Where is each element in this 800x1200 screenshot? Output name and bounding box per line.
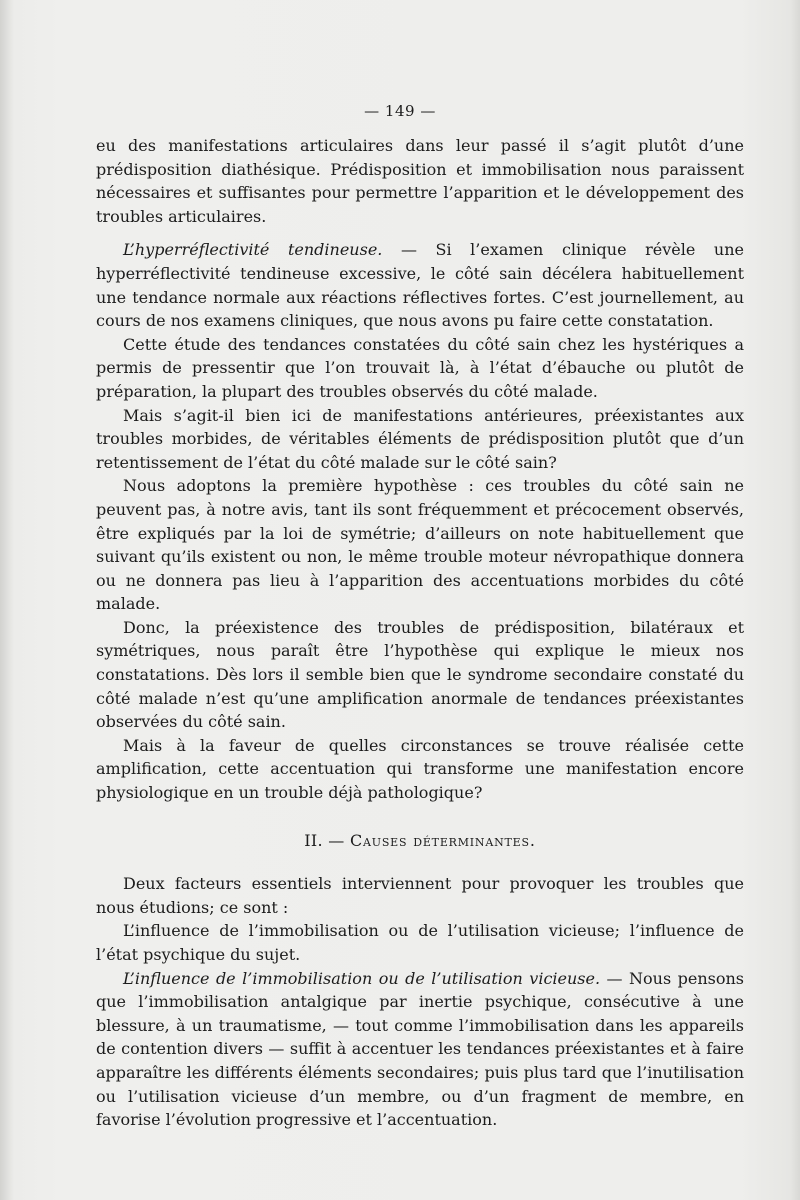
paragraph-7: Mais à la faveur de quelles circonstances se trouve réalisée cette amplification, cette accentuation qui transforme une manifestation encore physiologique en un trouble déjà pathologique? [96, 735, 744, 803]
section-title: Causes déterminantes. [349, 830, 536, 850]
paragraph-6: Donc, la préexistence des troubles de prédisposition, bilatéraux et symétriques, nous paraît être l’hypothèse qui explique le mieux nos constatations. Dès lors il semble bien que le syndrome secondaire constaté du côté malade n’est qu’une amplification anormale de tendances préexistantes observées du côté sain. [96, 617, 744, 732]
paragraph-5: Nous adoptons la première hypothèse : ces troubles du côté sain ne peuvent pas, à notre avis, tant ils sont fréquemment et précocement observés, être expliqués par la loi de symétrie; d’ailleurs on note habituellement que suivant qu’ils existent ou non, le même trouble moteur névropathique donnera ou ne donnera pas lieu à l’apparition des accentuations morbides du côté malade. [96, 476, 744, 614]
paragraph-10-heading: L’influence de l’immobilisation ou de l’utilisation vicieuse. [123, 968, 601, 988]
section-heading [96, 829, 744, 853]
paragraph-4: Mais s’agit-il bien ici de manifestations antérieures, préexistantes aux troubles morbides, de véritables éléments de prédisposition plutôt que d’un retentissement de l’état du côté malade sur le côté sain? [96, 405, 744, 472]
body-text [96, 134, 744, 1132]
page-number: — 149 — [364, 102, 436, 120]
paragraph-10 [96, 967, 744, 1132]
section-numeral: II. — [304, 830, 350, 850]
paragraph-10-body: — Nous pensons que l’immobilisation antalgique par inertie psychique, consécutive à une blessure, à un traumatisme, — tout comme l’immobilisation dans les appareils de contention divers — suffit à accentuer les tendances préexistantes et à faire apparaître les différents éléments secondaires; puis plus tard que l’inutilisation ou l’utilisation vicieuse d’un membre, ou d’un fragment de membre, en favorise l’évolution progressive et l’accentuation. [96, 968, 745, 1130]
paragraph-9: L’influence de l’immobilisation ou de l’utilisation vicieuse; l’influence de l’état psychique du sujet. [96, 921, 744, 964]
paragraph-1: eu des manifestations articulaires dans leur passé il s’agit plutôt d’une prédisposition diathésique. Prédisposition et immobilisation nous paraissent nécessaires et suffisantes pour permettre l’apparition et le développement des troubles articulaires. [96, 136, 744, 226]
paragraph-2-heading: L’hyperréflectivité tendineuse. [123, 240, 383, 260]
paragraph-2-body: — Si l’examen clinique révèle une hyperréflectivité tendineuse excessive, le côté sain décélera habituellement une tendance normale aux réactions réflectives fortes. C’est journellement, au cours de nos examens cliniques, que nous avons pu faire cette constatation. [96, 240, 745, 331]
paragraph-2 [96, 238, 744, 332]
paragraph-8: Deux facteurs essentiels interviennent pour provoquer les troubles que nous étudions; ce sont : [96, 874, 744, 917]
paragraph-3: Cette étude des tendances constatées du côté sain chez les hystériques a permis de pressentir que l’on trouvait là, à l’état d’ébauche ou plutôt de préparation, la plupart des troubles observés du côté malade. [96, 334, 744, 401]
